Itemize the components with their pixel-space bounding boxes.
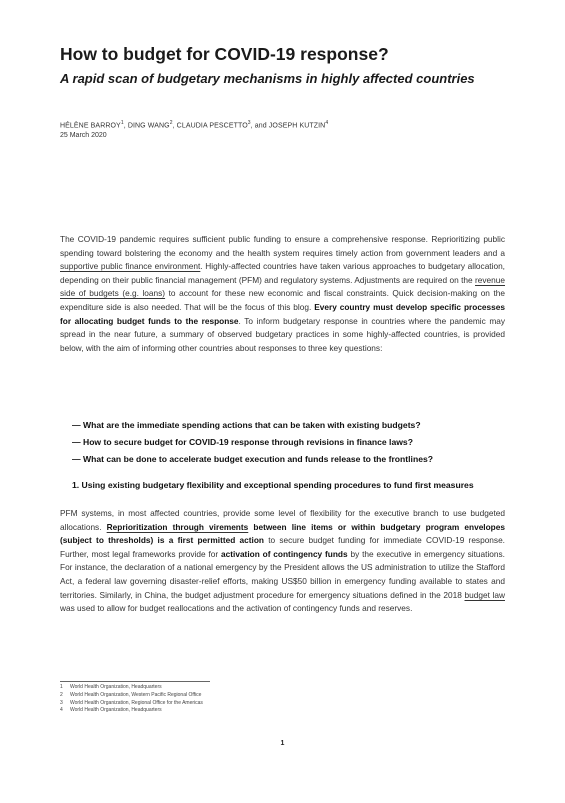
footnote-text: World Health Organization, Western Pacific Regional Office — [70, 691, 202, 698]
key-questions-list — [72, 417, 433, 468]
link-budget-law[interactable]: budget law — [464, 589, 505, 600]
link-reprioritization-virements[interactable]: Reprioritization through virements — [106, 521, 249, 532]
footnote-number: 4 — [60, 707, 63, 714]
author-affiliation-marker: 2 — [169, 120, 173, 126]
list-item: — What can be done to accelerate budget execution and funds release to the frontlines? — [72, 454, 434, 464]
author-separator: , and — [250, 122, 269, 130]
author-name: JOSEPH KUTZIN — [268, 122, 326, 130]
publication-date: 25 March 2020 — [60, 132, 107, 139]
intro-paragraph — [60, 233, 505, 355]
body-text: to secure budget funding for immediate COVID-19 response. Further, most legal frameworks provide for — [60, 535, 505, 559]
page-number: 1 — [280, 740, 285, 747]
body-text: The COVID-19 pandemic requires sufficient public funding to ensure a comprehensive response. Reprioritizing public spending toward bolstering the economy and the health system requires timely action from government leaders and a — [60, 234, 505, 258]
footnote-text: World Health Organization, Headquarters — [70, 707, 162, 714]
footnote-divider — [60, 681, 210, 682]
footnote — [60, 692, 203, 700]
body-text: . Highly-affected countries have taken various approaches to budgetary allocation, depending on their public financial management (PFM) and regulatory systems. Adjustments are required on the — [60, 261, 505, 285]
author-name: CLAUDIA PESCETTO — [176, 122, 248, 130]
body-text: . To inform budgetary response in countries where the pandemic may spread in the near future, a summary of observed budgetary practices in some highly-affected countries, is provided below, with the aim of informing other countries about responses to three key questions: — [60, 315, 505, 353]
author-affiliation-marker: 3 — [247, 120, 251, 126]
list-item: — How to secure budget for COVID-19 response through revisions in finance laws? — [72, 437, 413, 447]
author-affiliation-marker: 4 — [325, 120, 329, 126]
author-affiliation-marker: 1 — [120, 120, 124, 126]
section-heading: 1. Using existing budgetary flexibility and exceptional spending procedures to fund first measures — [72, 480, 474, 490]
author-separator: , — [123, 122, 128, 130]
footnote-text: World Health Organization, Headquarters — [70, 684, 162, 690]
footnote-text: World Health Organization, Regional Office for the Americas — [70, 699, 203, 706]
link-revenue-side[interactable]: revenue side of budgets (e.g. loans) — [60, 274, 505, 299]
emphasis-text: between line items or within budgetary program envelopes (subject to thresholds) is a first permitted action — [60, 521, 505, 546]
body-text: PFM systems, in most affected countries, provide some level of flexibility for the executive branch to use budgeted allocations. — [60, 508, 505, 532]
emphasis-text: Every country must develop specific processes for allocating budget funds to the response — [60, 301, 506, 326]
link-public-finance-environment[interactable]: supportive public finance environment — [60, 261, 201, 272]
footnote-number: 1 — [60, 684, 63, 690]
footnote-number: 3 — [60, 699, 63, 706]
author-list — [60, 120, 328, 129]
footnote — [60, 684, 203, 692]
footnotes-list — [60, 684, 203, 715]
section-paragraph — [60, 507, 505, 616]
emphasis-text: activation of contingency funds — [221, 548, 348, 559]
body-text: was used to allow for budget reallocations and the activation of contingency funds and reserves. — [60, 603, 413, 614]
footnote — [60, 700, 203, 708]
page-subtitle: A rapid scan of budgetary mechanisms in highly affected countries — [60, 71, 475, 86]
body-text: by the executive in emergency situations. For instance, the declaration of a national emergency by the President allows the US administration to utilize the Stafford Act, a federal law governing disaster-relief efforts, making US$50 billion in emergency funding available to states and territories. Similarly, in China, the budget adjustment procedure for emergency situations defined in the 2018 — [60, 548, 505, 600]
list-item: — What are the immediate spending actions that can be taken with existing budgets? — [72, 420, 421, 430]
author-name: DING WANG — [127, 122, 170, 130]
author-separator: , — [172, 122, 177, 130]
page-title: How to budget for COVID-19 response? — [60, 44, 389, 64]
footnote-number: 2 — [60, 691, 63, 698]
body-text: to account for these new economic and fiscal constraints. Quick decision-making on the expenditure side is also needed. That will be the focus of this blog. — [60, 288, 506, 312]
footnote — [60, 707, 203, 715]
author-name: HÉLÈNE BARROY — [60, 122, 121, 130]
